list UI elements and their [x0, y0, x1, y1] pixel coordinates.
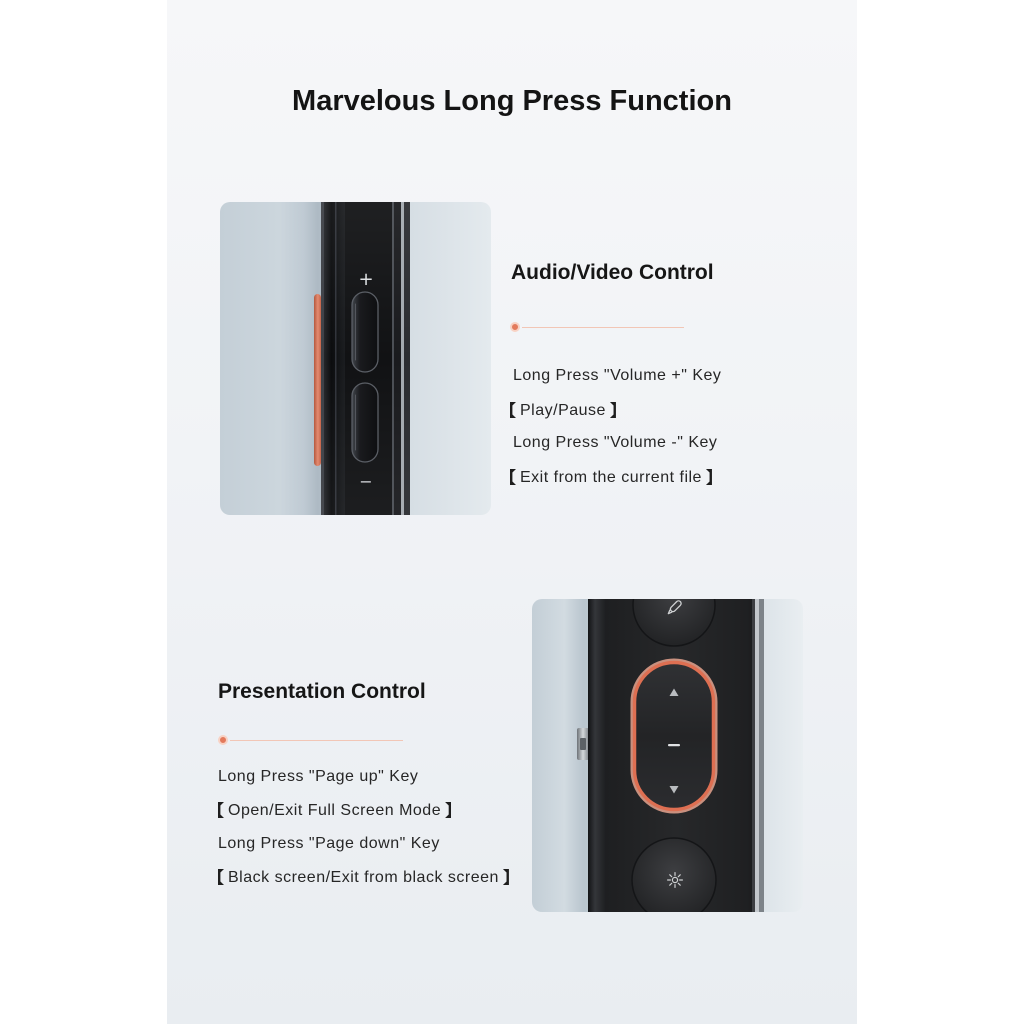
spotlight-button	[632, 838, 716, 912]
left-bracket	[505, 469, 520, 485]
function-label	[213, 801, 456, 821]
right-frame-outer	[759, 599, 764, 912]
instruction-line: Long Press "Page down" Key	[218, 835, 440, 852]
instruction-line: Long Press "Volume -" Key	[513, 434, 718, 451]
bracket-text: Black screen/Exit from black screen	[228, 869, 499, 886]
bracket-text: Exit from the current file	[520, 469, 702, 486]
divider-line	[230, 740, 403, 741]
left-bracket	[213, 869, 228, 885]
right-bracket	[441, 802, 456, 818]
presenter-illustration	[532, 599, 803, 912]
left-bracket	[213, 802, 228, 818]
volume-keys-illustration	[220, 202, 491, 515]
section-divider	[218, 735, 403, 745]
orange-accent-strip	[314, 294, 321, 466]
right-bracket	[499, 869, 514, 885]
presenter-image	[532, 599, 803, 912]
right-bracket	[606, 402, 621, 418]
right-frame-inner	[752, 599, 755, 912]
section-heading-audio-video: Audio/Video Control	[511, 261, 714, 284]
instruction-line: Long Press "Page up" Key	[218, 768, 419, 785]
section-divider	[510, 322, 684, 332]
function-label	[213, 868, 514, 888]
dot-icon	[218, 735, 228, 745]
left-bracket	[505, 402, 520, 418]
bracket-text: Play/Pause	[520, 402, 606, 419]
bracket-text: Open/Exit Full Screen Mode	[228, 802, 442, 819]
divider-line	[522, 327, 684, 328]
dot-icon	[510, 322, 520, 332]
right-bracket	[702, 469, 717, 485]
section-heading-presentation: Presentation Control	[218, 680, 426, 703]
minus-icon	[668, 744, 680, 746]
side-button-slot	[580, 738, 586, 750]
volume-keys-image	[220, 202, 491, 515]
instruction-line: Long Press "Volume +" Key	[513, 367, 722, 384]
page-title: Marvelous Long Press Function	[292, 85, 732, 117]
volume-plus-label: +	[358, 269, 374, 290]
right-frame-chrome	[755, 599, 759, 912]
function-label	[505, 401, 621, 421]
volume-minus-label: −	[359, 472, 373, 491]
function-label	[505, 468, 717, 488]
